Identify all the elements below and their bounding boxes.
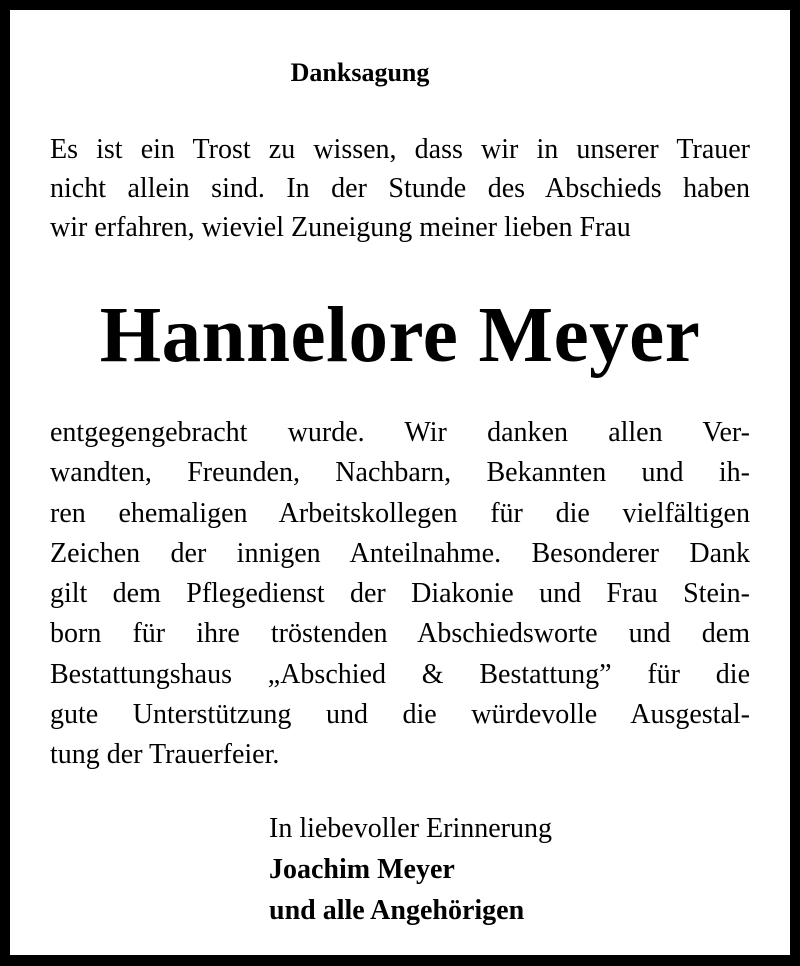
- closing-phrase: In liebevoller Erinnerung: [269, 813, 553, 844]
- signer-name: Joachim Meyer: [269, 854, 455, 885]
- body-line: born für ihre tröstenden Abschiedsworte und dem: [50, 618, 750, 650]
- intro-line: wir erfahren, wieviel Zuneigung meiner lieben Frau: [50, 212, 631, 243]
- body-line: Zeichen der innigen Anteilnahme. Besonderer Dank: [50, 537, 750, 569]
- body-line: ren ehemaligen Arbeitskollegen für die vielfältigen: [50, 497, 750, 529]
- body-line: tung der Trauerfeier.: [50, 739, 280, 771]
- body-line: Bestattungshaus „Abschied & Bestattung” für die: [50, 658, 750, 690]
- intro-paragraph: [50, 130, 750, 247]
- intro-line: nicht allein sind. In der Stunde des Abschieds haben: [50, 173, 750, 204]
- body-line: entgegengebracht wurde. Wir danken allen Ver-: [50, 417, 750, 448]
- body-paragraph: [50, 413, 750, 776]
- body-line: wandten, Freunden, Nachbarn, Bekannten und ih-: [50, 457, 750, 489]
- deceased-name: Hannelore Meyer: [99, 292, 701, 379]
- body-line: gute Unterstützung und die würdevolle Ausgestal-: [50, 699, 750, 731]
- obituary-notice: [10, 10, 790, 955]
- intro-line: Es ist ein Trost zu wissen, dass wir in unserer Trauer: [50, 134, 750, 165]
- body-line: gilt dem Pflegedienst der Diakonie und Frau Stein-: [50, 578, 750, 610]
- notice-heading: Danksagung: [290, 58, 430, 87]
- closing-block: [269, 808, 749, 931]
- relatives-line: und alle Angehörigen: [269, 895, 525, 926]
